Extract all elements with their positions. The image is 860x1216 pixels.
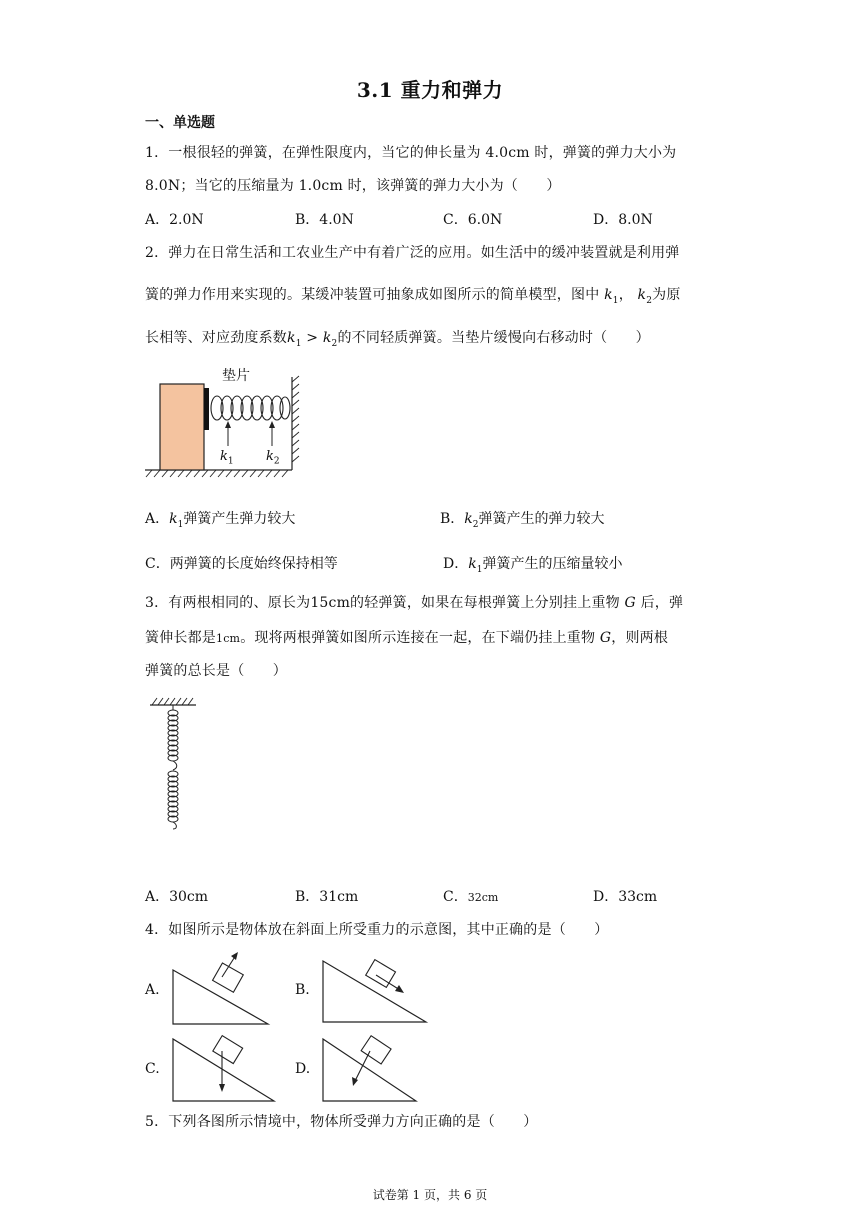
incline-a-figure[interactable] (170, 952, 270, 1027)
q1-option-c[interactable]: C．6.0N (443, 212, 503, 228)
k1-symbol: k (604, 287, 613, 303)
option-prefix: D． (443, 556, 469, 572)
k1-subscript: 1 (227, 456, 234, 467)
option-text: 弹簧产生弹力较大 (183, 511, 296, 527)
k1-symbol: k (220, 449, 228, 464)
option-prefix: A． (145, 511, 170, 527)
q3-text: 簧伸长都是 (145, 630, 216, 646)
q3-option-a[interactable]: A．30cm (145, 889, 209, 905)
k2-symbol: k (322, 330, 332, 346)
q3-text: ，则两根 (611, 630, 669, 646)
q4-option-d-label[interactable]: D. (295, 1061, 311, 1077)
k2-subscript: 2 (472, 519, 479, 530)
q2-line3-tail: 的不同轻质弹簧。当垫片缓慢向右移动时（ ） (337, 330, 650, 346)
option-prefix: C． (443, 889, 468, 905)
q3-text: 的轻弹簧，如果在每根弹簧上分别挂上重物 (350, 595, 620, 611)
k1-symbol: k (468, 556, 477, 572)
incline-d-figure[interactable] (320, 1035, 420, 1105)
q2-line3-head: 长相等、对应劲度系数 (145, 330, 287, 346)
section-heading: 一、单选题 (145, 115, 215, 131)
page-title: 3.1 重力和弹力 (356, 78, 504, 102)
q4-option-b-label[interactable]: B. (295, 982, 310, 998)
k2-figure-label (266, 449, 280, 467)
option-text: 弹簧产生的压缩量较小 (482, 556, 623, 572)
q2-sep: ， (618, 287, 633, 303)
k1-figure-label (220, 449, 234, 467)
q2-option-c[interactable]: C．两弹簧的长度始终保持相等 (145, 556, 338, 572)
q1-option-d[interactable]: D．8.0N (593, 212, 653, 228)
q2-option-b[interactable] (440, 508, 605, 530)
k2-subscript: 2 (273, 456, 280, 467)
q3-option-b[interactable]: B．31cm (295, 889, 359, 905)
q4-line1: 4．如图所示是物体放在斜面上所受重力的示意图，其中正确的是（ ） (145, 922, 609, 938)
q2-line2-tail: 为原 (652, 287, 681, 303)
q1-option-b[interactable]: B．4.0N (295, 212, 354, 228)
k2-symbol: k (637, 287, 647, 303)
k1-symbol: k (169, 511, 178, 527)
incline-b-figure[interactable] (320, 955, 430, 1025)
option-text: 32cm (467, 891, 499, 904)
q3-option-d[interactable]: D．33cm (593, 889, 658, 905)
q2-line2-text: 簧的弹力作用来实现的。某缓冲装置可抽象成如图所示的简单模型，图中 (145, 287, 600, 303)
q3-text: 后，弹 (640, 595, 684, 611)
incline-c-figure[interactable] (170, 1035, 278, 1105)
page-footer: 试卷第 1 页，共 6 页 (372, 1188, 488, 1202)
k2-subscript: 2 (331, 338, 338, 349)
q2-option-d[interactable] (443, 553, 622, 575)
q1-line1: 1．一根很轻的弹簧，在弹性限度内，当它的伸长量为 4.0cm 时，弹簧的弹力大小为 (145, 145, 677, 161)
g-symbol: G (624, 595, 636, 611)
q1-option-a[interactable]: A．2.0N (145, 212, 204, 228)
q3-line1 (145, 592, 683, 612)
hanging-springs-figure (150, 696, 200, 836)
g-symbol: G (599, 630, 612, 646)
q3-text: 3．有两根相同的、原长为 (145, 595, 311, 611)
q1-line2: 8.0N；当它的压缩量为 1.0cm 时，该弹簧的弹力大小为（ ） (145, 178, 561, 194)
q2-line3: 长相等、对应劲度系数$k_1 > k_2$的不同轻质弹簧。当垫片缓慢向右移动时（ ） (145, 330, 650, 349)
q4-option-a-label[interactable]: A. (145, 982, 160, 998)
k2-subscript: 2 (646, 295, 653, 306)
k2-symbol: k (464, 511, 473, 527)
q3-length: 15cm (310, 595, 351, 611)
k1-subscript: 1 (177, 519, 184, 530)
k1-subscript: 1 (612, 295, 619, 306)
q4-option-c-label[interactable]: C. (145, 1061, 160, 1077)
q2-option-a[interactable] (145, 508, 295, 530)
pad-label: 垫片 (222, 368, 250, 384)
q3-line3: 弹簧的总长是（ ） (145, 663, 287, 679)
k1-subscript: 1 (295, 338, 302, 349)
k2-symbol: k (266, 449, 274, 464)
q5-line1: 5．下列各图所示情境中，物体所受弹力方向正确的是（ ） (145, 1114, 538, 1130)
q2-line1: 2．弹力在日常生活和工农业生产中有着广泛的应用。如生活中的缓冲装置就是利用弹 (145, 245, 680, 261)
q3-line2 (145, 627, 668, 647)
q2-line2 (145, 284, 681, 306)
option-text: 弹簧产生的弹力较大 (478, 511, 605, 527)
q3-option-c[interactable] (443, 886, 498, 906)
option-prefix: B． (440, 511, 465, 527)
q3-extension: 1cm (216, 632, 241, 645)
q3-text: 。现将两根弹簧如图所示连接在一起，在下端仍挂上重物 (240, 630, 596, 646)
k1-subscript: 1 (476, 564, 483, 575)
k1-symbol: k (287, 330, 296, 346)
